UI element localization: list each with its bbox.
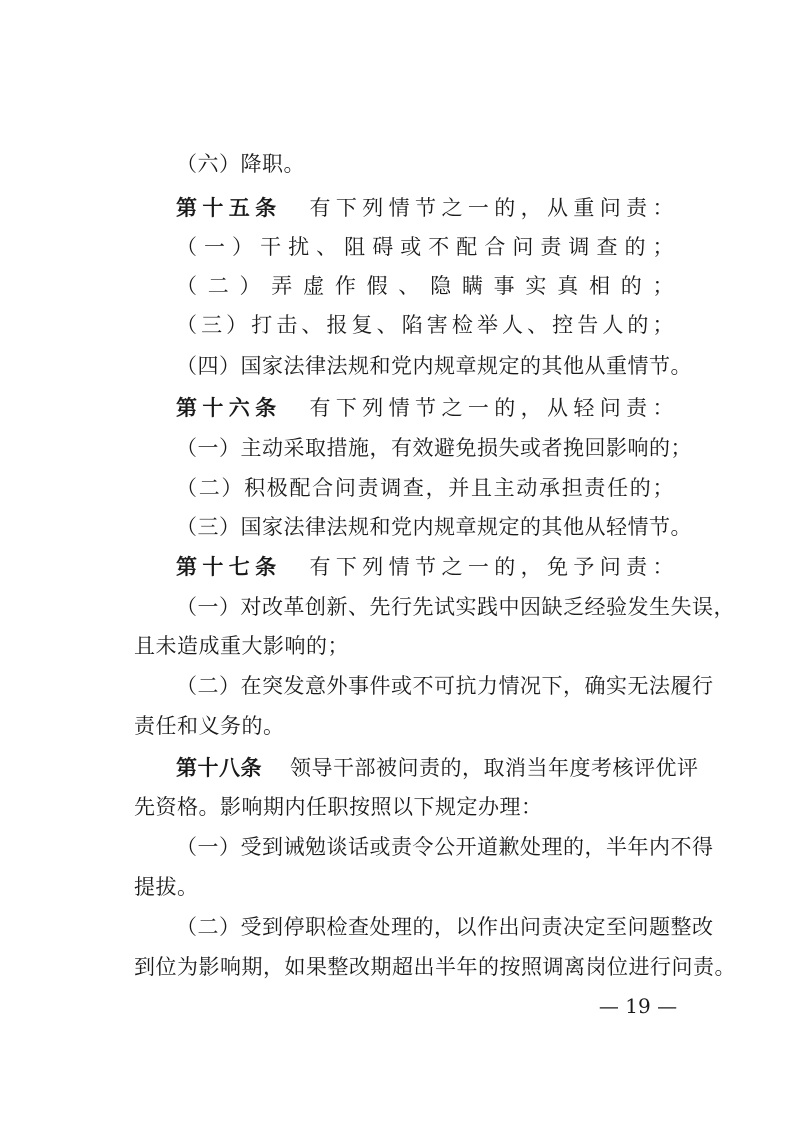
paragraph-line: 先资格。影响期内任职按照以下规定办理： (134, 795, 543, 819)
article-16: 第十六条 有下列情节之一的，从轻问责： (176, 396, 675, 420)
article-heading: 第十八条 (176, 756, 262, 780)
paragraph-line: （一）干扰、阻碍或不配合问责调查的； (176, 235, 674, 259)
paragraph-line: （二）在突发意外事件或不可抗力情况下，确实无法履行 (176, 674, 714, 698)
paragraph-line: （六）降职。 (176, 152, 305, 176)
article-17: 第十七条 有下列情节之一的，免予问责： (176, 555, 675, 579)
paragraph-line: （四）国家法律法规和党内规章规定的其他从重情节。 (176, 354, 692, 378)
page-number: — 19 — (598, 994, 678, 1018)
paragraph-line: （三）国家法律法规和党内规章规定的其他从轻情节。 (176, 515, 692, 539)
paragraph-line: （二）积极配合问责调查，并且主动承担责任的； (176, 476, 674, 500)
paragraph-line: （一）受到诫勉谈话或责令公开道歉处理的，半年内不得 (176, 835, 714, 859)
article-heading: 第十六条 (176, 396, 282, 420)
article-15: 第十五条 有下列情节之一的，从重问责： (176, 196, 675, 220)
paragraph-line: 到位为影响期，如果整改期超出半年的按照调离岗位进行问责。 (134, 955, 736, 979)
article-heading: 第十七条 (176, 555, 282, 579)
paragraph-line: （一）对改革创新、先行先试实践中因缺乏经验发生失误， (176, 595, 735, 619)
paragraph-line: 且未造成重大影响的； (134, 634, 349, 658)
article-heading: 第十五条 (176, 196, 282, 220)
paragraph-line: （三）打击、报复、陷害检举人、控告人的； (176, 313, 674, 337)
paragraph-line: 责任和义务的。 (134, 714, 285, 738)
paragraph-line: （一）主动采取措施，有效避免损失或者挽回影响的； (176, 436, 692, 460)
paragraph-line: （二）弄虚作假、隐瞒事实真相的； (176, 274, 674, 298)
article-18: 第十八条 领导干部被问责的，取消当年度考核评优评 (176, 756, 699, 780)
paragraph-line: （二）受到停职检查处理的，以作出问责决定至问题整改 (176, 915, 714, 939)
paragraph-line: 提拔。 (134, 875, 199, 899)
